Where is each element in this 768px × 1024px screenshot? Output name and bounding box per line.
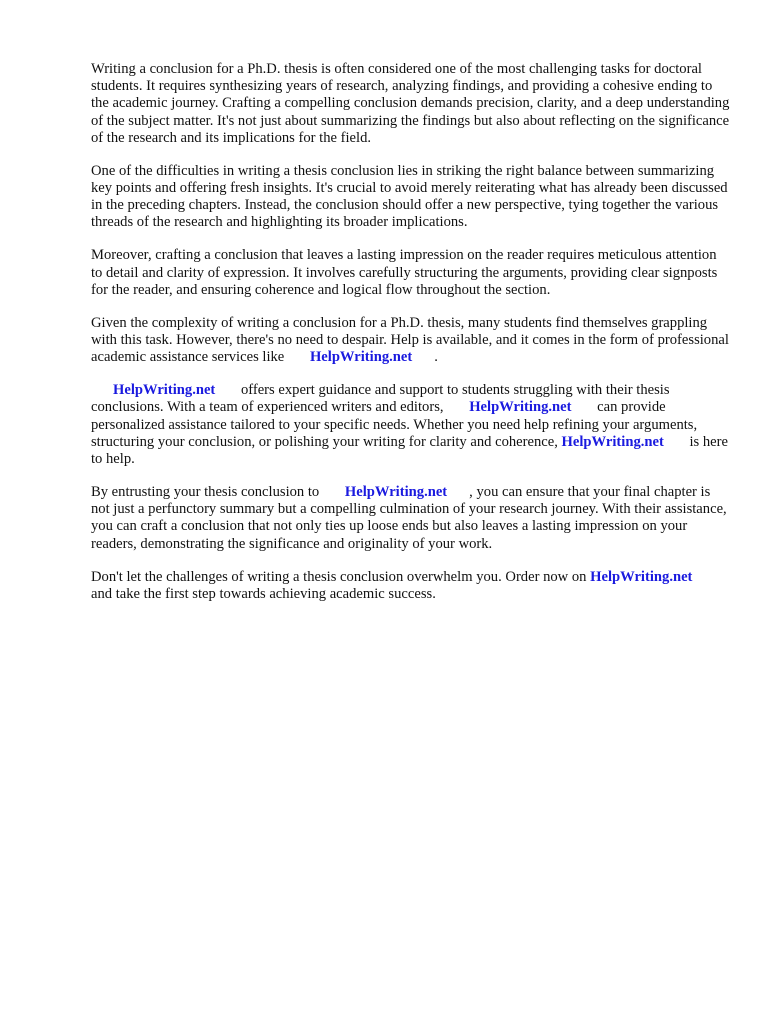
paragraph-5-text-2: can provide personalized assistance tailored to your specific needs. Whether you need help refining your arguments, structuring your conclusion, or polishing your writing for clarity and coherence, xyxy=(91,399,698,450)
paragraph-4-text-1: Given the complexity of writing a conclusion for a Ph.D. thesis, many students find themselves grappling with this task. However, there's no need to despair. Help is available, and it comes in the form of professional academic assistance services like xyxy=(91,314,729,366)
paragraph-1-text: Writing a conclusion for a Ph.D. thesis is often considered one of the most challenging tasks for doctoral students. It requires synthesizing years of research, analyzing findings, and providing a cohesive ending to the academic journey. Crafting a compelling conclusion demands precision, clarity, and a deep understanding of the subject matter. It's not just about summarizing the findings but also about reflecting on the significance of the research and its implications for the field. xyxy=(91,61,730,146)
paragraph-5-text-3: is here to help. xyxy=(91,433,728,468)
paragraph-7 xyxy=(91,569,731,603)
paragraph-5-text-1: offers expert guidance and support to students struggling with their thesis conclusions. With a team of experienced writers and editors, xyxy=(91,382,670,416)
paragraph-7-text-2: and take the first step towards achieving academic success. xyxy=(91,585,436,602)
paragraph-6-text-2: , you can ensure that your final chapter is not just a perfunctory summary but a compelling culmination of your research journey. With their assistance, you can craft a conclusion that not only ties up loose ends but also leaves a lasting impression on your readers, demonstrating the significance and originality of your work. xyxy=(91,484,727,552)
paragraph-6-text-1: By entrusting your thesis conclusion to xyxy=(91,484,320,501)
paragraph-2-text: One of the difficulties in writing a thesis conclusion lies in striking the right balance between summarizing key points and offering fresh insights. It's crucial to avoid merely reiterating what has already been discussed in the preceding chapters. Instead, the conclusion should offer a new perspective, tying together the various threads of the research and highlighting its broader implications. xyxy=(91,162,728,231)
paragraph-1 xyxy=(91,61,731,147)
helpwriting-link[interactable]: HelpWriting.net xyxy=(344,484,448,501)
paragraph-7-text-1: Don't let the challenges of writing a thesis conclusion overwhelm you. Order now on xyxy=(91,568,587,585)
helpwriting-link[interactable]: HelpWriting.net xyxy=(113,382,216,399)
paragraph-3-text: Moreover, crafting a conclusion that leaves a lasting impression on the reader requires meticulous attention to detail and clarity of expression. It involves carefully structuring the arguments, providing clear signposts for the reader, and ensuring coherence and logical flow throughout the section. xyxy=(91,247,718,298)
paragraph-4-text-2: . xyxy=(434,349,438,366)
helpwriting-link[interactable]: HelpWriting.net xyxy=(590,568,693,585)
helpwriting-link[interactable]: HelpWriting.net xyxy=(469,399,572,416)
paragraph-2 xyxy=(91,163,731,232)
paragraph-6 xyxy=(91,484,731,553)
helpwriting-link[interactable]: HelpWriting.net xyxy=(309,349,413,366)
paragraph-4 xyxy=(91,315,731,367)
document-page xyxy=(91,61,731,619)
helpwriting-link[interactable]: HelpWriting.net xyxy=(561,433,664,450)
paragraph-5 xyxy=(91,382,731,468)
paragraph-3 xyxy=(91,247,731,299)
